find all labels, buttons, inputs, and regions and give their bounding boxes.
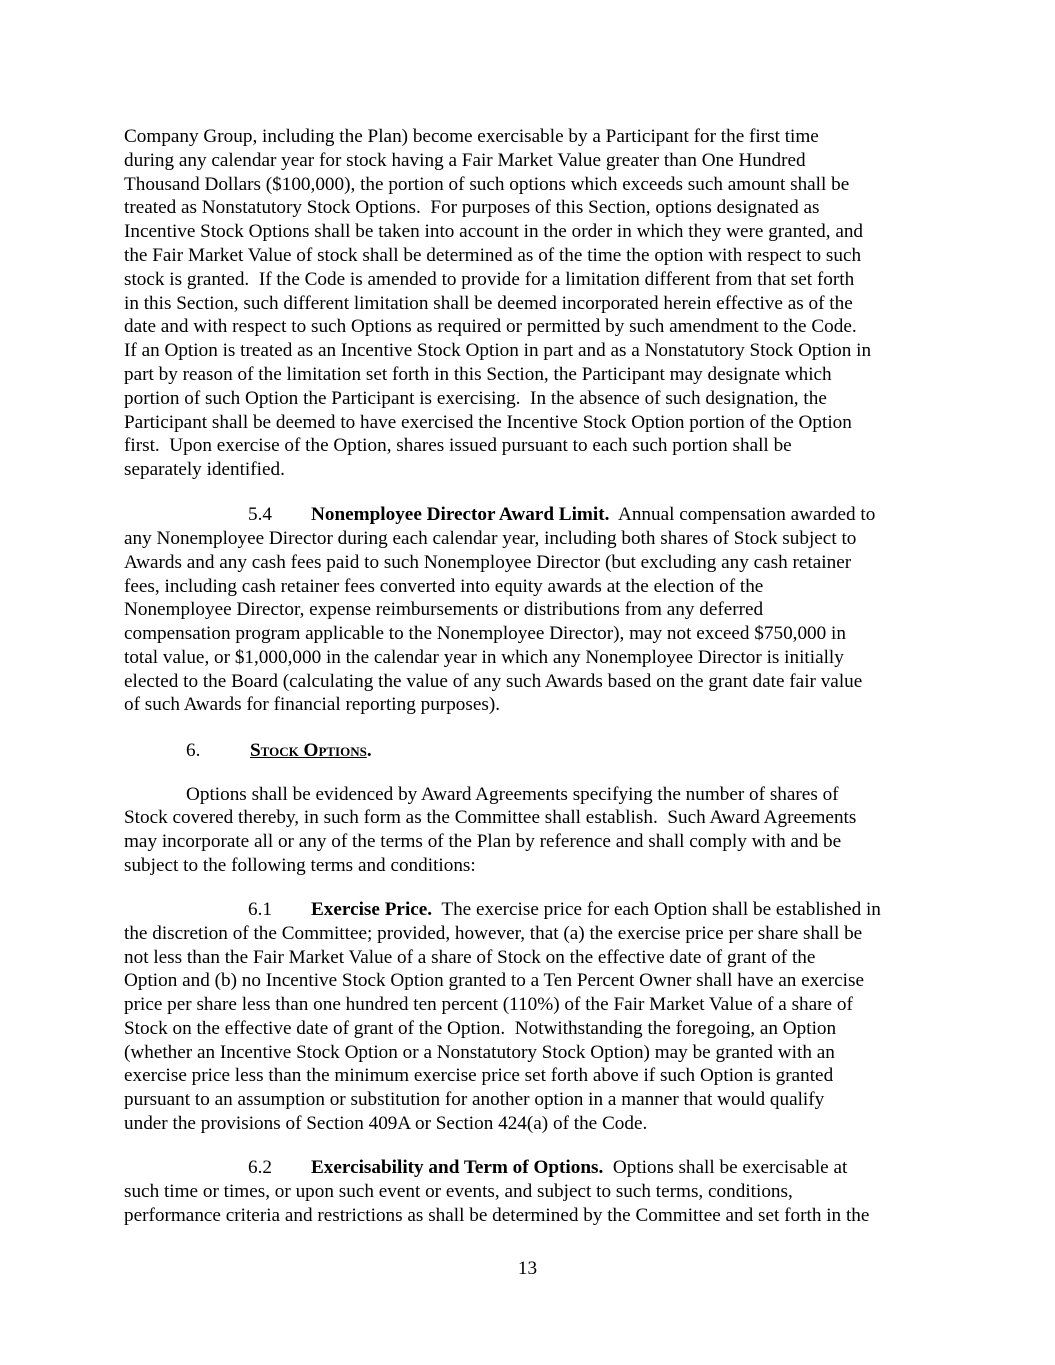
section-6-heading xyxy=(186,739,372,763)
section-text: The exercise price for each Option shall be established in xyxy=(432,899,881,920)
text-line: date and with respect to such Options as required or permitted by such amendment to the Code. xyxy=(124,316,857,337)
page-number: 13 xyxy=(517,1258,538,1279)
text-line: of such Awards for financial reporting purposes). xyxy=(124,694,501,715)
text-line: Option and (b) no Incentive Stock Option granted to a Ten Percent Owner shall have an exercise xyxy=(124,970,864,991)
text-line: first. Upon exercise of the Option, shares issued pursuant to each such portion shall be xyxy=(124,435,792,456)
text-line: may incorporate all or any of the terms of the Plan by reference and shall comply with and be xyxy=(124,831,842,852)
text-line: performance criteria and restrictions as shall be determined by the Committee and set forth in the xyxy=(124,1205,870,1226)
text-line: Stock on the effective date of grant of the Option. Notwithstanding the foregoing, an Option xyxy=(124,1018,837,1039)
section-number: 6.2 xyxy=(248,1157,272,1178)
text-line: portion of such Option the Participant is exercising. In the absence of such designation, the xyxy=(124,388,827,409)
text-line: Awards and any cash fees paid to such Nonemployee Director (but excluding any cash retainer xyxy=(124,552,852,573)
text-line: Nonemployee Director, expense reimbursements or distributions from any deferred xyxy=(124,599,764,620)
text-line: Participant shall be deemed to have exercised the Incentive Stock Option portion of the Option xyxy=(124,412,852,433)
text-line: Company Group, including the Plan) become exercisable by a Participant for the first time xyxy=(124,126,819,147)
section-5-4-first-line xyxy=(248,503,875,527)
section-number: 5.4 xyxy=(248,504,272,525)
section-text: Options shall be exercisable at xyxy=(603,1157,848,1178)
section-heading: Stock Options xyxy=(250,740,367,761)
text-line: during any calendar year for stock having a Fair Market Value greater than One Hundred xyxy=(124,150,806,171)
text-line: fees, including cash retainer fees converted into equity awards at the election of the xyxy=(124,576,764,597)
text-line: compensation program applicable to the Nonemployee Director), may not exceed $750,000 in xyxy=(124,623,846,644)
text-line: under the provisions of Section 409A or Section 424(a) of the Code. xyxy=(124,1113,648,1134)
text-line: pursuant to an assumption or substitution for another option in a manner that would qualify xyxy=(124,1089,825,1110)
text-line: subject to the following terms and conditions: xyxy=(124,855,476,876)
text-line: Incentive Stock Options shall be taken into account in the order in which they were granted, and xyxy=(124,221,864,242)
section-heading: Exercisability and Term of Options. xyxy=(311,1157,604,1178)
text-line: in this Section, such different limitation shall be deemed incorporated herein effective as of the xyxy=(124,293,853,314)
text-line: (whether an Incentive Stock Option or a Nonstatutory Stock Option) may be granted with an xyxy=(124,1042,835,1063)
text-line: separately identified. xyxy=(124,459,285,480)
text-line: treated as Nonstatutory Stock Options. For purposes of this Section, options designated as xyxy=(124,197,820,218)
text-line: price per share less than one hundred ten percent (110%) of the Fair Market Value of a share of xyxy=(124,994,853,1015)
text-line: not less than the Fair Market Value of a share of Stock on the effective date of grant of the xyxy=(124,947,816,968)
section-6-2-first-line xyxy=(248,1156,847,1180)
text-line: part by reason of the limitation set forth in this Section, the Participant may designate which xyxy=(124,364,832,385)
text-line: the discretion of the Committee; provided, however, that (a) the exercise price per share shall be xyxy=(124,923,863,944)
section-heading: Exercise Price. xyxy=(311,899,433,920)
text-line: such time or times, or upon such event or events, and subject to such terms, conditions, xyxy=(124,1181,793,1202)
text-line: Options shall be evidenced by Award Agreements specifying the number of shares of xyxy=(186,784,839,805)
section-number: 6. xyxy=(186,740,201,761)
text-line: Stock covered thereby, in such form as the Committee shall establish. Such Award Agreements xyxy=(124,807,857,828)
section-text: Annual compensation awarded to xyxy=(609,504,876,525)
text-line: the Fair Market Value of stock shall be determined as of the time the option with respect to such xyxy=(124,245,862,266)
section-6-1-first-line xyxy=(248,898,881,922)
text-line: Thousand Dollars ($100,000), the portion of such options which exceeds such amount shall be xyxy=(124,174,850,195)
text-line: elected to the Board (calculating the value of any such Awards based on the grant date fair value xyxy=(124,671,863,692)
section-number: 6.1 xyxy=(248,899,272,920)
text-line: any Nonemployee Director during each calendar year, including both shares of Stock subject to xyxy=(124,528,857,549)
text-line: stock is granted. If the Code is amended to provide for a limitation different from that set forth xyxy=(124,269,855,290)
heading-period: . xyxy=(366,740,372,761)
text-line: total value, or $1,000,000 in the calendar year in which any Nonemployee Director is initially xyxy=(124,647,844,668)
text-line: If an Option is treated as an Incentive Stock Option in part and as a Nonstatutory Stock Option in xyxy=(124,340,872,361)
section-heading: Nonemployee Director Award Limit. xyxy=(311,504,610,525)
text-line: exercise price less than the minimum exercise price set forth above if such Option is granted xyxy=(124,1065,834,1086)
